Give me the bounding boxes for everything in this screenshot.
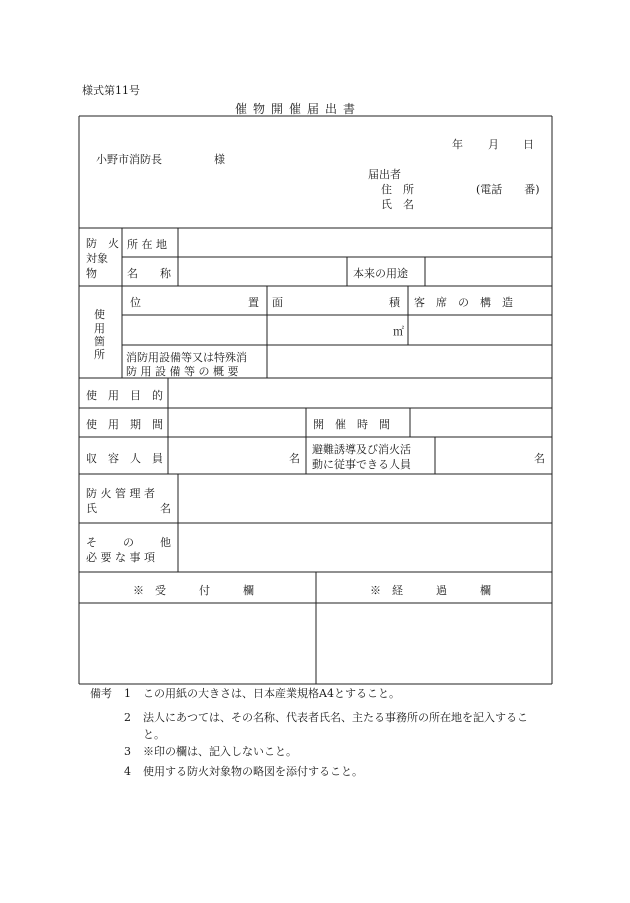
target-group-label-2: 対象 bbox=[86, 252, 108, 265]
equipment-label-line-1: 消防用設備等又は特殊消 bbox=[126, 351, 247, 364]
date-year-label: 年 bbox=[452, 138, 463, 151]
addressee-suffix: 様 bbox=[214, 153, 225, 166]
seating-structure-label: 客 席 の 構 造 bbox=[414, 296, 513, 309]
area-label-start: 面 bbox=[272, 296, 283, 309]
fire-manager-label-name-end: 名 bbox=[160, 502, 171, 515]
usage-group-label-2: 用 bbox=[94, 322, 105, 335]
location-label: 所 在 地 bbox=[127, 238, 167, 251]
purpose-label: 使 用 目 的 bbox=[86, 389, 163, 402]
address-label: 住 所 bbox=[381, 183, 414, 196]
date-month-label: 月 bbox=[488, 138, 499, 151]
area-label-end: 積 bbox=[389, 296, 400, 309]
addressee-name: 小野市消防長 bbox=[96, 153, 162, 166]
other-label-line-1-c: 他 bbox=[160, 536, 171, 549]
evacuation-staff-label-line-2: 動に従事できる人員 bbox=[312, 458, 411, 471]
phone-label: (電話 番) bbox=[476, 183, 540, 196]
form-title: 催物開催届出書 bbox=[235, 102, 362, 116]
target-group-label-1: 防 火 bbox=[86, 237, 119, 250]
reception-column-header: ※ 受 付 欄 bbox=[133, 584, 254, 597]
note-text: この用紙の大きさは、日本産業規格A4とすること。 bbox=[143, 687, 400, 700]
usage-group-label-3: 箇 bbox=[94, 335, 105, 348]
note-text: ※印の欄は、記入しないこと。 bbox=[143, 745, 297, 758]
equipment-label-line-2: 防 用 設 備 等 の 概 要 bbox=[126, 365, 239, 378]
note-number: 3 bbox=[124, 745, 131, 758]
name-label: 氏 名 bbox=[381, 198, 414, 211]
usage-group-label-4: 所 bbox=[94, 348, 105, 361]
other-label-line-1-b: の bbox=[123, 536, 134, 549]
area-unit: ㎡ bbox=[393, 325, 404, 338]
note-number: 1 bbox=[124, 687, 131, 700]
note-text-continued: と。 bbox=[143, 728, 165, 741]
notes-heading: 備考 bbox=[90, 687, 112, 700]
note-text: 使用する防火対象物の略図を添付すること。 bbox=[143, 765, 363, 778]
note-number: 4 bbox=[124, 765, 131, 778]
capacity-unit: 名 bbox=[289, 452, 300, 465]
notifier-label: 届出者 bbox=[368, 168, 401, 181]
target-name-label: 名 称 bbox=[127, 267, 171, 280]
evacuation-staff-unit: 名 bbox=[534, 452, 545, 465]
progress-column-header: ※ 経 過 欄 bbox=[370, 584, 491, 597]
evacuation-staff-label-line-1: 避難誘導及び消火活 bbox=[312, 443, 411, 456]
event-time-label: 開 催 時 間 bbox=[313, 418, 390, 431]
usage-group-label-1: 使 bbox=[94, 308, 105, 321]
capacity-label: 収 容 人 員 bbox=[86, 452, 163, 465]
form-number: 様式第11号 bbox=[82, 84, 140, 97]
fire-manager-label-line-1: 防 火 管 理 者 bbox=[86, 487, 155, 500]
fire-manager-label-name-start: 氏 bbox=[86, 502, 97, 515]
note-text: 法人にあつては、その名称、代表者氏名、主たる事務所の所在地を記入するこ bbox=[143, 711, 528, 724]
position-label-end: 置 bbox=[248, 296, 259, 309]
other-label-line-2: 必 要 な 事 項 bbox=[86, 551, 155, 564]
other-label-line-1-a: そ bbox=[86, 536, 97, 549]
date-day-label: 日 bbox=[523, 138, 534, 151]
note-number: 2 bbox=[124, 711, 131, 724]
original-use-label: 本来の用途 bbox=[353, 267, 408, 280]
period-label: 使 用 期 間 bbox=[86, 418, 163, 431]
position-label-start: 位 bbox=[130, 296, 141, 309]
target-group-label-3: 物 bbox=[86, 267, 97, 280]
